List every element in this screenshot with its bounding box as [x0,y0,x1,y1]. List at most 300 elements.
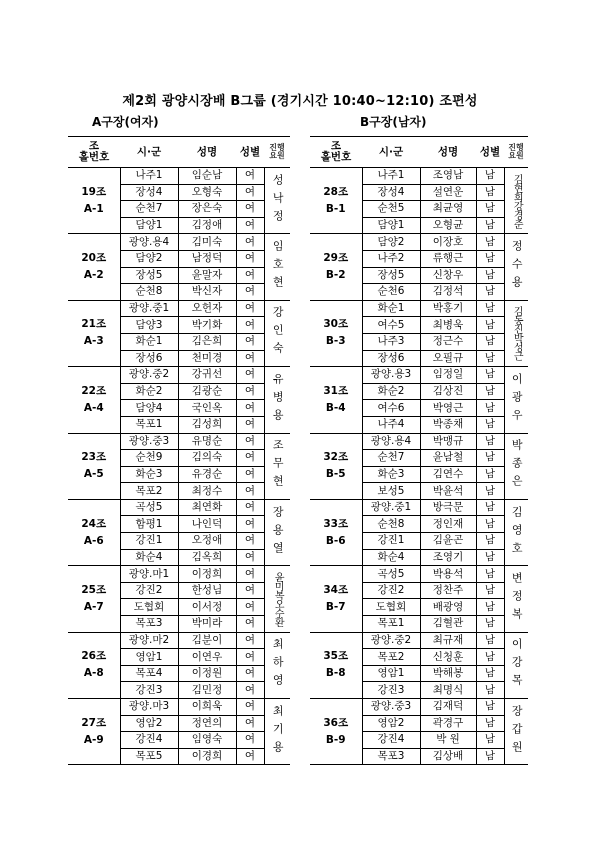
player-name: 최정수 [178,483,236,500]
player-city: 장성5 [362,267,420,284]
hole-number: A-7 [83,600,104,613]
player-name: 나인덕 [178,516,236,533]
player-city: 강진4 [120,732,178,749]
official-cell [264,234,290,300]
player-gender: 남 [476,582,504,599]
player-gender: 여 [236,466,264,483]
player-gender: 남 [476,433,504,450]
player-city: 화순4 [362,549,420,566]
player-gender: 남 [476,383,504,400]
player-name: 이희욱 [178,699,236,716]
player-name: 박홍기 [420,300,476,317]
player-gender: 남 [476,201,504,218]
table-row [310,699,528,716]
group-number: 24조 [81,517,107,530]
player-city: 순천7 [362,450,420,467]
player-city: 목포2 [362,649,420,666]
player-name: 김의숙 [178,450,236,467]
group-number: 25조 [81,583,107,596]
official-name: 김영호 [510,505,524,560]
player-city: 목포3 [362,748,420,765]
player-gender: 남 [476,317,504,334]
official-name: 최기용 [271,704,285,759]
player-name: 이연우 [178,649,236,666]
official-name: 이광우 [510,372,524,427]
official-cell [264,499,290,565]
hole-number: B-4 [325,401,346,414]
player-gender: 여 [236,284,264,301]
official-name: 임호현 [271,240,285,295]
official-cell [504,300,528,366]
table-row [310,168,528,185]
player-city: 순천8 [362,516,420,533]
player-city: 강진2 [362,582,420,599]
group-number: 27조 [81,716,107,729]
group-number: 19조 [81,185,107,198]
player-gender: 남 [476,715,504,732]
official-cell [504,234,528,300]
official-name: 최하영 [271,638,285,693]
player-city: 도협회 [362,599,420,616]
player-name: 방극문 [420,499,476,516]
player-name: 박용석 [420,566,476,583]
player-city: 화순2 [362,383,420,400]
player-city: 광양.중3 [120,433,178,450]
player-gender: 여 [236,300,264,317]
player-gender: 여 [236,549,264,566]
player-gender: 여 [236,217,264,234]
player-name: 임순남 [178,168,236,185]
group-number: 36조 [323,716,349,729]
player-gender: 남 [476,450,504,467]
player-name: 이정원 [178,665,236,682]
official-cell [264,168,290,234]
player-gender: 여 [236,632,264,649]
player-gender: 여 [236,516,264,533]
table-row [310,632,528,649]
group-cell [310,699,362,765]
table-row [310,367,528,384]
group-number: 28조 [323,185,349,198]
player-city: 목포1 [120,416,178,433]
table-row [310,234,528,251]
player-city: 화순2 [120,383,178,400]
header-gender: 성별 [476,137,504,168]
official-cell [504,433,528,499]
header-city: 시·군 [362,137,420,168]
player-city: 강진3 [362,682,420,699]
player-gender: 남 [476,284,504,301]
player-name: 남정덕 [178,250,236,267]
player-city: 화순1 [120,333,178,350]
group-cell [310,168,362,234]
table-row [68,433,290,450]
group-number: 32조 [323,451,349,464]
player-gender: 여 [236,582,264,599]
group-cell [68,367,120,433]
player-name: 이정희 [178,566,236,583]
group-cell [310,632,362,698]
table-row [68,566,290,583]
table-row [310,433,528,450]
player-name: 신창우 [420,267,476,284]
player-name: 정인재 [420,516,476,533]
hole-number: B-3 [325,335,346,348]
player-name: 김성희 [178,416,236,433]
player-city: 광양.중2 [120,367,178,384]
group-cell [310,367,362,433]
player-city: 담양4 [120,400,178,417]
player-name: 김윤곤 [420,533,476,550]
header-official: 진행 요원 [504,137,528,168]
player-gender: 여 [236,499,264,516]
header-name: 성명 [178,137,236,168]
header-group: 조 홀번호 [68,137,120,168]
player-name: 김미숙 [178,234,236,251]
hole-number: B-2 [325,269,346,282]
player-gender: 여 [236,483,264,500]
player-city: 곡성5 [120,499,178,516]
player-name: 박 원 [420,732,476,749]
official-cell [504,699,528,765]
player-city: 나주4 [362,416,420,433]
player-city: 광양.용4 [362,433,420,450]
player-city: 광양.마3 [120,699,178,716]
hole-number: B-7 [325,600,346,613]
player-city: 목포4 [120,665,178,682]
player-name: 윤말자 [178,267,236,284]
player-city: 광양.중2 [362,632,420,649]
player-name: 오필규 [420,350,476,367]
group-number: 20조 [81,252,107,265]
group-cell [68,300,120,366]
player-name: 국인옥 [178,400,236,417]
player-gender: 여 [236,333,264,350]
player-city: 장성4 [120,184,178,201]
hole-number: B-9 [325,733,346,746]
player-gender: 남 [476,549,504,566]
player-gender: 여 [236,665,264,682]
player-gender: 남 [476,250,504,267]
group-cell [68,566,120,632]
player-name: 김광순 [178,383,236,400]
player-city: 화순1 [362,300,420,317]
player-city: 영암1 [362,665,420,682]
hole-number: A-9 [83,733,104,746]
player-name: 최연화 [178,499,236,516]
table-row [310,300,528,317]
player-city: 장성6 [362,350,420,367]
header-official: 진행 요원 [264,137,290,168]
player-name: 오헌자 [178,300,236,317]
hole-number: A-5 [83,468,104,481]
player-city: 나주2 [362,250,420,267]
group-cell [310,566,362,632]
player-gender: 남 [476,350,504,367]
group-number: 33조 [323,517,349,530]
header-gender: 성별 [236,137,264,168]
player-gender: 남 [476,483,504,500]
group-number: 34조 [323,583,349,596]
player-city: 영암1 [120,649,178,666]
player-city: 강진3 [120,682,178,699]
player-name: 이장호 [420,234,476,251]
player-name: 박신자 [178,284,236,301]
player-name: 유경순 [178,466,236,483]
player-name: 신청훈 [420,649,476,666]
official-name: 이강목 [510,638,524,693]
player-name: 오정애 [178,533,236,550]
official-name: 강인숙 [271,306,285,361]
table-row [68,632,290,649]
hole-number: A-6 [83,534,104,547]
player-city: 광양.마1 [120,566,178,583]
player-name: 임영숙 [178,732,236,749]
player-name: 김민정 [178,682,236,699]
player-gender: 남 [476,649,504,666]
player-name: 김재덕 [420,699,476,716]
player-gender: 여 [236,317,264,334]
header-name: 성명 [420,137,476,168]
player-city: 담양1 [362,217,420,234]
court-b-label: B구장(남자) [360,115,427,129]
player-city: 나주1 [120,168,178,185]
player-name: 윤남철 [420,450,476,467]
player-name: 장은숙 [178,201,236,218]
player-gender: 여 [236,250,264,267]
player-name: 최규재 [420,632,476,649]
official-name: 박종은 [510,439,524,494]
player-name: 유명순 [178,433,236,450]
hole-number: A-8 [83,667,104,680]
official-name: 유병용 [271,372,285,427]
player-city: 나주3 [362,333,420,350]
player-city: 순천9 [120,450,178,467]
player-name: 김분이 [178,632,236,649]
table-row [68,699,290,716]
player-gender: 남 [476,499,504,516]
player-gender: 여 [236,533,264,550]
official-cell [264,699,290,765]
player-name: 정연의 [178,715,236,732]
player-name: 김상진 [420,383,476,400]
group-number: 29조 [323,252,349,265]
player-name: 최균영 [420,201,476,218]
official-cell [264,433,290,499]
player-city: 담양2 [120,250,178,267]
player-gender: 남 [476,665,504,682]
official-name: 장용열 [271,505,285,560]
player-city: 함평1 [120,516,178,533]
player-name: 정근수 [420,333,476,350]
official-name: 김현희강경준 [511,173,523,228]
group-cell [68,632,120,698]
table-row [68,499,290,516]
player-city: 여수5 [362,317,420,334]
player-name: 류행근 [420,250,476,267]
player-gender: 여 [236,748,264,765]
player-city: 장성4 [362,184,420,201]
player-name: 박종채 [420,416,476,433]
player-city: 장성6 [120,350,178,367]
official-cell [504,168,528,234]
player-city: 여수6 [362,400,420,417]
player-gender: 여 [236,350,264,367]
court-a-schedule-table [68,136,290,765]
group-cell [68,234,120,300]
player-gender: 여 [236,732,264,749]
player-gender: 여 [236,184,264,201]
player-name: 김연수 [420,466,476,483]
player-name: 최명식 [420,682,476,699]
table-row [68,367,290,384]
player-name: 김은희 [178,333,236,350]
player-gender: 여 [236,201,264,218]
table-row [310,499,528,516]
player-city: 화순3 [362,466,420,483]
player-city: 강진1 [120,533,178,550]
official-cell [504,499,528,565]
official-name: 성낙정 [271,173,285,228]
player-gender: 남 [476,333,504,350]
official-name: 윤미복오수환 [272,571,284,626]
player-name: 조영남 [420,168,476,185]
court-b-body [310,168,528,765]
player-gender: 남 [476,533,504,550]
player-city: 화순3 [120,466,178,483]
page-title: 제2회 광양시장배 B그룹 (경기시간 10:40~12:10) 조편성 [122,94,478,109]
player-gender: 남 [476,184,504,201]
group-number: 22조 [81,384,107,397]
player-city: 보성5 [362,483,420,500]
player-city: 순천8 [120,284,178,301]
player-name: 박맹규 [420,433,476,450]
table-row [310,566,528,583]
group-cell [68,168,120,234]
group-number: 23조 [81,451,107,464]
player-gender: 여 [236,383,264,400]
player-name: 조영기 [420,549,476,566]
official-cell [504,367,528,433]
player-city: 영암2 [362,715,420,732]
official-cell [504,632,528,698]
player-city: 광양.중3 [362,699,420,716]
player-city: 순천6 [362,284,420,301]
player-gender: 남 [476,234,504,251]
player-gender: 남 [476,732,504,749]
header-group: 조 홀번호 [310,137,362,168]
court-a-label: A구장(여자) [92,115,159,129]
group-cell [310,300,362,366]
player-name: 오형숙 [178,184,236,201]
player-city: 나주1 [362,168,420,185]
player-city: 장성5 [120,267,178,284]
player-city: 광양.마2 [120,632,178,649]
table-row [68,234,290,251]
player-gender: 여 [236,699,264,716]
court-b-schedule-table [310,136,528,765]
player-city: 강진1 [362,533,420,550]
player-city: 목포1 [362,616,420,633]
player-city: 화순4 [120,549,178,566]
group-cell [68,499,120,565]
player-name: 이서정 [178,599,236,616]
player-gender: 여 [236,433,264,450]
player-gender: 남 [476,267,504,284]
group-cell [310,433,362,499]
player-city: 목포2 [120,483,178,500]
player-gender: 남 [476,300,504,317]
player-name: 김상배 [420,748,476,765]
player-name: 박영근 [420,400,476,417]
group-cell [310,499,362,565]
group-number: 30조 [323,318,349,331]
official-name: 정수용 [510,240,524,295]
player-name: 천미경 [178,350,236,367]
hole-number: A-3 [83,335,104,348]
player-gender: 여 [236,367,264,384]
player-gender: 남 [476,416,504,433]
official-name: 변정복 [510,571,524,626]
table-row [68,300,290,317]
player-name: 곽경구 [420,715,476,732]
player-gender: 여 [236,400,264,417]
player-gender: 여 [236,599,264,616]
player-gender: 여 [236,416,264,433]
player-city: 광양.중1 [120,300,178,317]
player-name: 최병욱 [420,317,476,334]
group-cell [68,699,120,765]
player-name: 정찬주 [420,582,476,599]
group-number: 31조 [323,384,349,397]
player-city: 순천7 [120,201,178,218]
official-name: 김동진박성근 [511,306,523,361]
group-cell [310,234,362,300]
player-city: 곡성5 [362,566,420,583]
player-city: 도협회 [120,599,178,616]
player-name: 박해봉 [420,665,476,682]
player-city: 담양1 [120,217,178,234]
header-city: 시·군 [120,137,178,168]
player-gender: 남 [476,599,504,616]
player-gender: 남 [476,400,504,417]
player-name: 강귀선 [178,367,236,384]
player-name: 김정애 [178,217,236,234]
hole-number: A-4 [83,401,104,414]
official-cell [264,566,290,632]
player-city: 강진4 [362,732,420,749]
player-name: 한성님 [178,582,236,599]
player-gender: 여 [236,682,264,699]
player-name: 김정석 [420,284,476,301]
player-name: 설연운 [420,184,476,201]
player-name: 박윤석 [420,483,476,500]
player-city: 목포5 [120,748,178,765]
player-name: 박기화 [178,317,236,334]
player-city: 목포3 [120,616,178,633]
player-gender: 남 [476,699,504,716]
official-cell [264,367,290,433]
player-gender: 여 [236,168,264,185]
player-city: 순천5 [362,201,420,218]
player-gender: 남 [476,516,504,533]
player-gender: 남 [476,632,504,649]
official-cell [264,632,290,698]
player-city: 영암2 [120,715,178,732]
player-gender: 여 [236,715,264,732]
player-city: 광양.용3 [362,367,420,384]
court-a-body [68,168,290,765]
